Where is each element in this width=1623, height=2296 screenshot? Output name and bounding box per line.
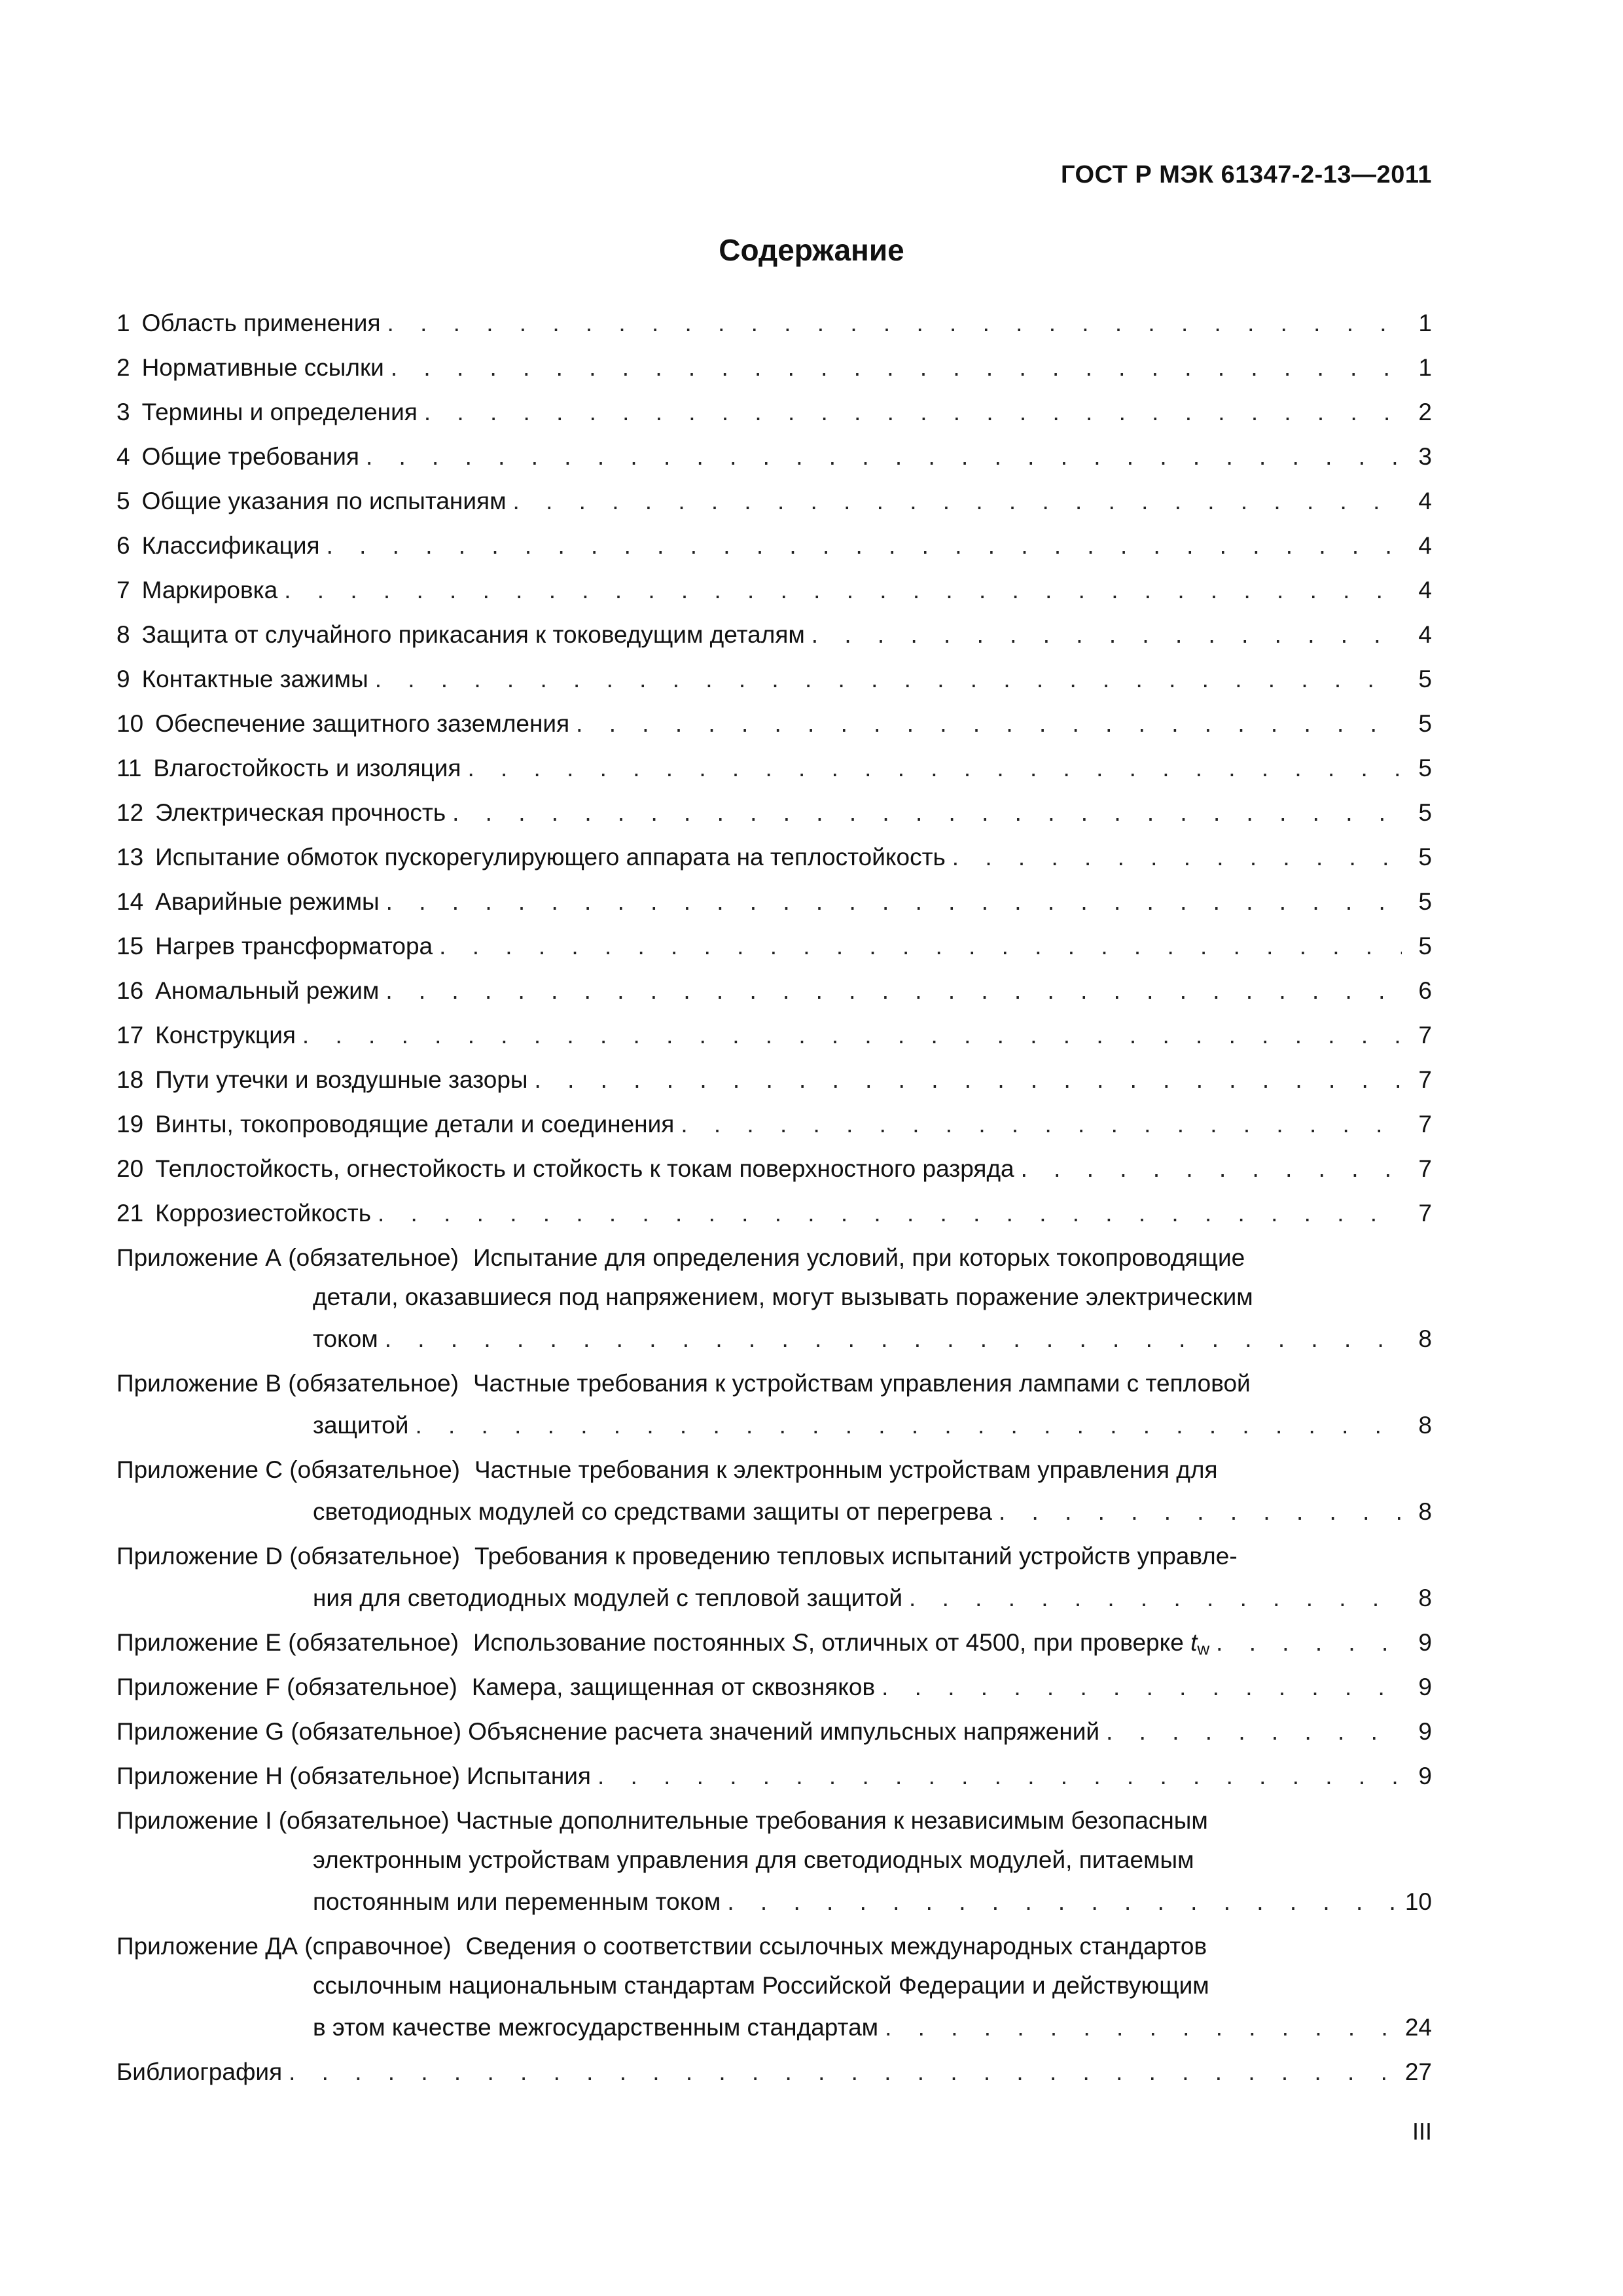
- toc-page-number: 1: [1418, 354, 1432, 381]
- toc-entry-number: 6: [116, 532, 130, 559]
- toc-annex-b[interactable]: [116, 1364, 1432, 1448]
- leader-dots: [812, 613, 1402, 657]
- leader-dots: [576, 702, 1402, 746]
- leader-dots: [415, 1403, 1402, 1448]
- leader-dots: [909, 1576, 1402, 1621]
- toc-entry-number: 19: [116, 1111, 144, 1138]
- toc-entry-label: Коррозиестойкость: [155, 1200, 371, 1227]
- toc-entry-number: 4: [116, 443, 130, 470]
- annex-title-line: в этом качестве межгосударственным стандартам: [313, 2014, 879, 2041]
- toc-page-number: 7: [1418, 1066, 1432, 1093]
- leader-dots: [385, 969, 1402, 1013]
- toc-entry-label: Контактные зажимы: [141, 666, 368, 692]
- toc-entry-number: 7: [116, 577, 130, 603]
- toc-entry-label: Библиография: [116, 2058, 283, 2085]
- leader-dots: [439, 924, 1402, 969]
- toc-page-number: 9: [1418, 1763, 1432, 1789]
- toc-entry-label: Область применения: [141, 310, 381, 336]
- toc-page-number: 10: [1404, 1888, 1432, 1915]
- annex-title-line: ния для светодиодных модулей с тепловой защитой: [313, 1585, 903, 1611]
- toc-entry[interactable]: [116, 1102, 1432, 1147]
- toc-entry-label: Теплостойкость, огнестойкость и стойкость к токам поверхностного разряда: [155, 1155, 1014, 1182]
- toc-page-number: 8: [1418, 1585, 1432, 1611]
- toc-annex-i[interactable]: [116, 1801, 1432, 1924]
- annex-title-line: ссылочным национальным стандартам Российской Федерации и действующим: [313, 1972, 1209, 1999]
- annex-title-line: Испытание для определения условий, при которых токопроводящие: [473, 1244, 1245, 1271]
- toc-page-number: 7: [1418, 1155, 1432, 1182]
- leader-dots: [385, 1317, 1402, 1361]
- toc-entry[interactable]: [116, 880, 1432, 924]
- annex-prefix: Приложение G (обязательное): [116, 1718, 462, 1745]
- toc-entry-number: 11: [116, 755, 142, 781]
- leader-dots: [375, 657, 1402, 702]
- annex-title-line: Частные требования к электронным устройствам управления для: [474, 1456, 1218, 1483]
- leader-dots: [1106, 1710, 1402, 1754]
- page-number: III: [1412, 2118, 1432, 2145]
- leader-dots: [535, 1058, 1402, 1102]
- toc-page-number: 5: [1418, 666, 1432, 692]
- toc-page-number: 8: [1418, 1412, 1432, 1439]
- toc-page-number: 7: [1418, 1111, 1432, 1138]
- annex-title-line: светодиодных модулей со средствами защиты от перегрева: [313, 1498, 992, 1525]
- toc-annex-f[interactable]: [116, 1665, 1432, 1710]
- toc-entry[interactable]: [116, 702, 1432, 746]
- annex-prefix: Приложение С (обязательное): [116, 1456, 460, 1483]
- annex-prefix: Приложение D (обязательное): [116, 1543, 460, 1570]
- toc-page-number: 9: [1418, 1629, 1432, 1656]
- toc-entry-number: 13: [116, 844, 144, 870]
- toc-annex-a[interactable]: [116, 1238, 1432, 1361]
- leader-dots: [885, 2005, 1399, 2050]
- toc-entry-label: Нормативные ссылки: [141, 354, 384, 381]
- toc-annex-e[interactable]: [116, 1621, 1432, 1665]
- toc-page-number: 5: [1418, 799, 1432, 826]
- toc-entry[interactable]: [116, 435, 1432, 479]
- annex-title-line: постоянным или переменным током: [313, 1888, 721, 1915]
- toc-entry[interactable]: [116, 568, 1432, 613]
- toc-entry[interactable]: [116, 746, 1432, 791]
- toc-entry[interactable]: [116, 346, 1432, 390]
- toc-entry[interactable]: [116, 1058, 1432, 1102]
- leader-dots: [424, 390, 1402, 435]
- toc-page-number: 1: [1418, 310, 1432, 336]
- toc-entry-label: Влагостойкость и изоляция: [153, 755, 461, 781]
- toc-entry-label: Обеспечение защитного заземления: [155, 710, 570, 737]
- toc-entry-number: 18: [116, 1066, 144, 1093]
- toc-page-number: 7: [1418, 1022, 1432, 1049]
- toc-annex-da[interactable]: [116, 1927, 1432, 2050]
- leader-dots: [952, 835, 1402, 880]
- toc-entry-number: 15: [116, 933, 144, 960]
- toc-entry[interactable]: [116, 969, 1432, 1013]
- annex-prefix: Приложение I (обязательное): [116, 1807, 450, 1834]
- toc-entry[interactable]: [116, 1013, 1432, 1058]
- annex-title-line: детали, оказавшиеся под напряжением, могут вызывать поражение электрическим: [313, 1283, 1253, 1310]
- leader-dots: [366, 435, 1402, 479]
- toc-entry[interactable]: [116, 301, 1432, 346]
- toc-page-number: 3: [1418, 443, 1432, 470]
- toc-annex-h[interactable]: [116, 1754, 1432, 1799]
- toc-entry-number: 17: [116, 1022, 144, 1049]
- toc-page-number: 5: [1418, 933, 1432, 960]
- toc-annex-d[interactable]: [116, 1537, 1432, 1621]
- leader-dots: [387, 301, 1402, 346]
- toc-entry[interactable]: [116, 835, 1432, 880]
- toc-page-number: 27: [1404, 2058, 1432, 2085]
- toc-entry-label: Конструкция: [155, 1022, 296, 1049]
- toc-entry-label: Электрическая прочность: [155, 799, 446, 826]
- leader-dots: [1216, 1621, 1402, 1665]
- toc-page-number: 4: [1418, 488, 1432, 514]
- annex-title-line: Требования к проведению тепловых испытаний устройств управле-: [474, 1543, 1238, 1570]
- toc-entry-number: 16: [116, 977, 144, 1004]
- leader-dots: [999, 1490, 1402, 1534]
- leader-dots: [391, 346, 1402, 390]
- toc-bibliography[interactable]: [116, 2050, 1432, 2094]
- toc-page-number: 4: [1418, 532, 1432, 559]
- leader-dots: [289, 2050, 1399, 2094]
- annex-title-line: Использование постоянных S, отличных от 4500, при проверке tw: [473, 1629, 1210, 1659]
- toc-entry-number: 3: [116, 399, 130, 425]
- toc-entry-number: 14: [116, 888, 144, 915]
- toc-entry-number: 8: [116, 621, 130, 648]
- toc-entry-number: 10: [116, 710, 144, 737]
- toc-entry-label: Общие указания по испытаниям: [141, 488, 507, 514]
- toc-entry-number: 9: [116, 666, 130, 692]
- leader-dots: [681, 1102, 1402, 1147]
- toc-page-number: 9: [1418, 1674, 1432, 1700]
- annex-title-line: защитой: [313, 1412, 409, 1439]
- leader-dots: [284, 568, 1402, 613]
- toc-entry[interactable]: [116, 924, 1432, 969]
- toc-page-number: 24: [1404, 2014, 1432, 2041]
- annex-prefix: Приложение В (обязательное): [116, 1370, 459, 1397]
- table-of-contents: [116, 301, 1432, 2094]
- leader-dots: [513, 479, 1402, 524]
- toc-entry[interactable]: [116, 613, 1432, 657]
- toc-page-number: 7: [1418, 1200, 1432, 1227]
- toc-annex-g[interactable]: [116, 1710, 1432, 1754]
- toc-entry-label: Маркировка: [141, 577, 278, 603]
- annex-title-line: электронным устройствам управления для светодиодных модулей, питаемым: [313, 1846, 1194, 1873]
- toc-entry-label: Нагрев трансформатора: [155, 933, 433, 960]
- leader-dots: [452, 791, 1402, 835]
- annex-prefix: Приложение А (обязательное): [116, 1244, 459, 1271]
- annex-title-line: Сведения о соответствии ссылочных международных стандартов: [465, 1933, 1207, 1960]
- toc-entry-label: Пути утечки и воздушные зазоры: [155, 1066, 528, 1093]
- toc-entry-label: Классификация: [141, 532, 320, 559]
- annex-prefix: Приложение Е (обязательное): [116, 1629, 459, 1656]
- toc-page-number: 8: [1418, 1498, 1432, 1525]
- toc-annex-c[interactable]: [116, 1450, 1432, 1534]
- toc-page-number: 8: [1418, 1325, 1432, 1352]
- annex-prefix: Приложение F (обязательное): [116, 1674, 457, 1700]
- toc-entry-number: 2: [116, 354, 130, 381]
- leader-dots: [327, 524, 1402, 568]
- toc-entry-label: Термины и определения: [141, 399, 418, 425]
- leader-dots: [378, 1191, 1402, 1236]
- toc-entry[interactable]: [116, 791, 1432, 835]
- leader-dots: [467, 746, 1402, 791]
- toc-title: Содержание: [719, 233, 904, 267]
- toc-entry-number: 1: [116, 310, 130, 336]
- toc-entry-label: Аварийные режимы: [155, 888, 380, 915]
- annex-title-line: Объяснение расчета значений импульсных напряжений: [468, 1718, 1100, 1745]
- toc-entry[interactable]: [116, 1191, 1432, 1236]
- leader-dots: [1021, 1147, 1402, 1191]
- document-code: ГОСТ Р МЭК 61347-2-13—2011: [1060, 161, 1432, 188]
- toc-page-number: 5: [1418, 844, 1432, 870]
- toc-entry-label: Защита от случайного прикасания к токоведущим деталям: [141, 621, 805, 648]
- toc-entry-label: Испытание обмоток пускорегулирующего аппарата на теплостойкость: [155, 844, 946, 870]
- toc-entry-label: Винты, токопроводящие детали и соединения: [155, 1111, 675, 1138]
- toc-entry-number: 5: [116, 488, 130, 514]
- leader-dots: [882, 1665, 1402, 1710]
- annex-title-line: Частные требования к устройствам управления лампами с тепловой: [473, 1370, 1251, 1397]
- annex-title-line: Частные дополнительные требования к независимым безопасным: [455, 1807, 1208, 1834]
- leader-dots: [302, 1013, 1402, 1058]
- annex-prefix: Приложение H (обязательное): [116, 1763, 460, 1789]
- annex-title-line: Испытания: [467, 1763, 591, 1789]
- toc-entry-number: 21: [116, 1200, 144, 1227]
- toc-entry[interactable]: [116, 657, 1432, 702]
- annex-title-line: Камера, защищенная от сквозняков: [471, 1674, 876, 1700]
- toc-page-number: 4: [1418, 577, 1432, 603]
- toc-page-number: 5: [1418, 755, 1432, 781]
- toc-page-number: 6: [1418, 977, 1432, 1004]
- annex-prefix: Приложение ДА (справочное): [116, 1933, 452, 1960]
- leader-dots: [597, 1754, 1402, 1799]
- annex-title-line: током: [313, 1325, 378, 1352]
- toc-entry-label: Общие требования: [141, 443, 359, 470]
- toc-page-number: 2: [1418, 399, 1432, 425]
- toc-page-number: 4: [1418, 621, 1432, 648]
- toc-section-list: [116, 301, 1432, 1236]
- toc-page-number: 5: [1418, 710, 1432, 737]
- toc-entry[interactable]: [116, 479, 1432, 524]
- toc-entry-number: 20: [116, 1155, 144, 1182]
- toc-entry[interactable]: [116, 390, 1432, 435]
- toc-page-number: 9: [1418, 1718, 1432, 1745]
- toc-entry-number: 12: [116, 799, 144, 826]
- leader-dots: [386, 880, 1402, 924]
- toc-entry[interactable]: [116, 1147, 1432, 1191]
- toc-entry-label: Аномальный режим: [155, 977, 380, 1004]
- toc-page-number: 5: [1418, 888, 1432, 915]
- leader-dots: [727, 1880, 1399, 1924]
- toc-entry[interactable]: [116, 524, 1432, 568]
